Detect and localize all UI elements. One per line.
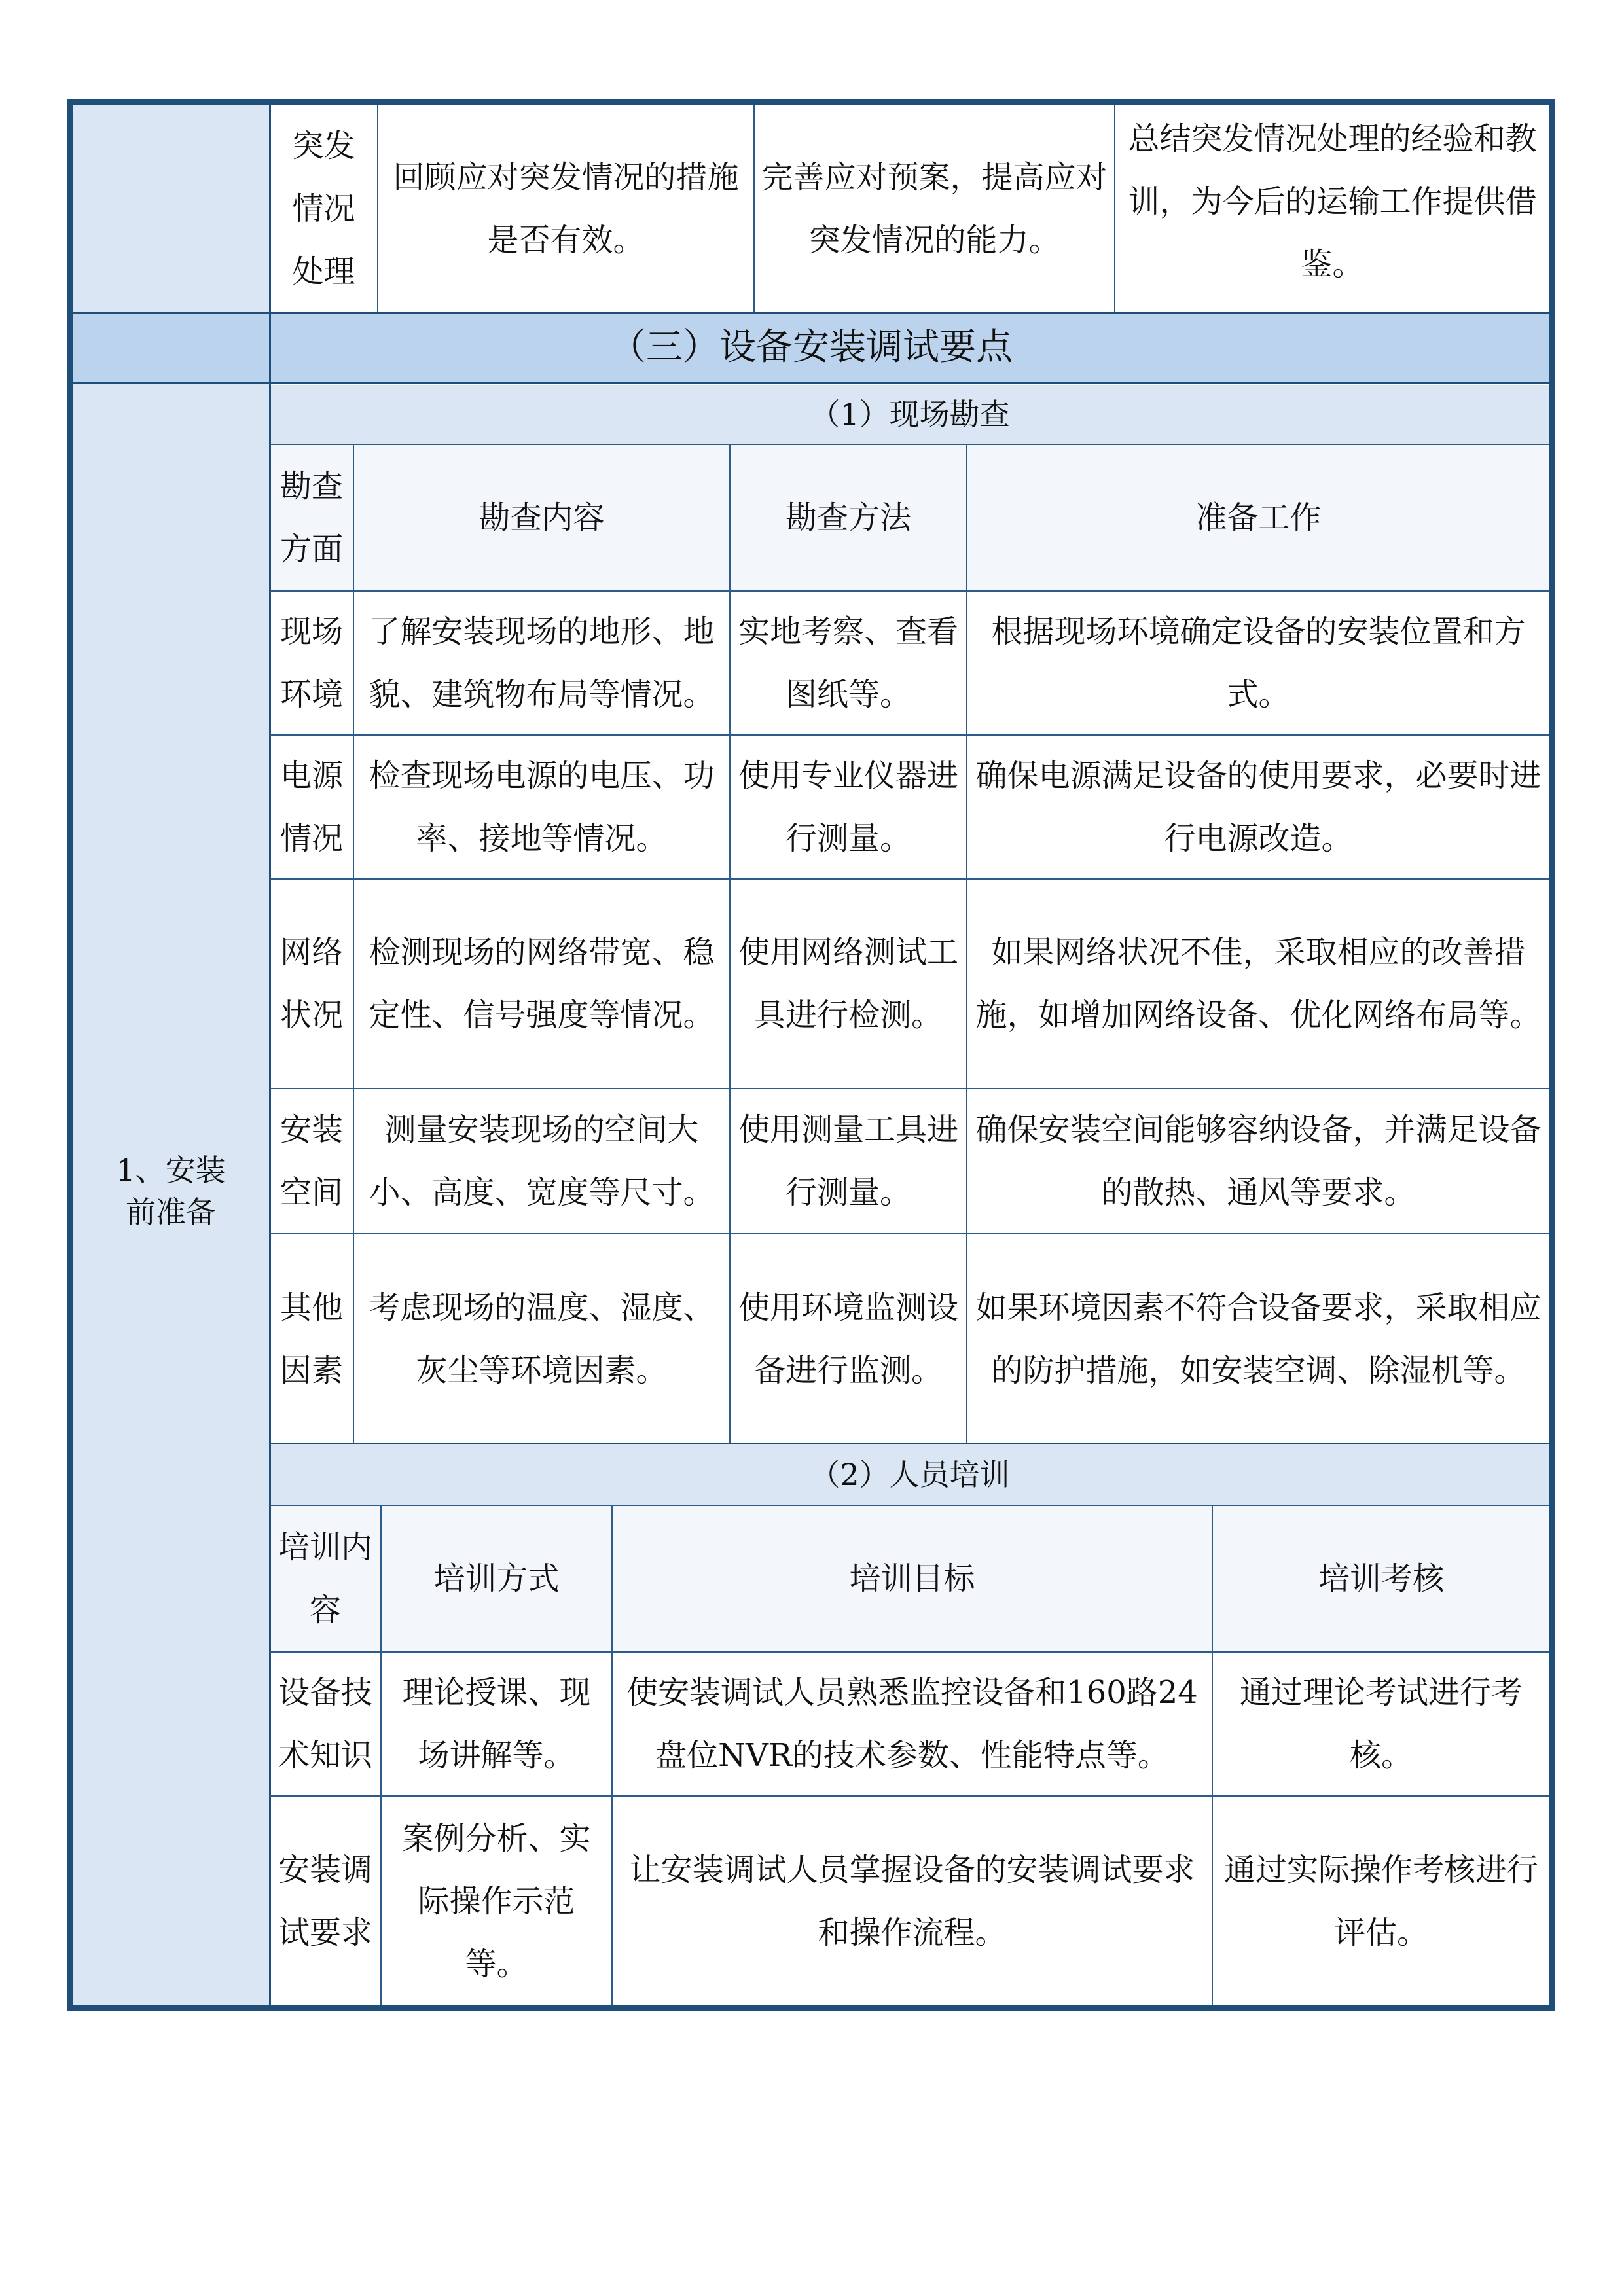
survey-row-method: 实地考察、查看图纸等。 (738, 613, 958, 713)
survey-row-aspect: 其他因素 (280, 1289, 343, 1389)
training-header-assess: 培训考核 (1318, 1560, 1444, 1597)
training-row-goal: 使安装调试人员熟悉监控设备和160路24盘位NVR的技术参数、性能特点等。 (626, 1674, 1198, 1774)
survey-row-prep: 确保安装空间能够容纳设备，并满足设备的散热、通风等要求。 (975, 1111, 1542, 1211)
survey-row-prep: 确保电源满足设备的使用要求，必要时进行电源改造。 (975, 757, 1542, 857)
survey-row-prep: 根据现场环境确定设备的安装位置和方式。 (991, 613, 1526, 713)
survey-title: （1）现场勘查 (810, 397, 1010, 432)
section-title: （三）设备安装调试要点 (609, 326, 1013, 368)
training-title: （2）人员培训 (810, 1457, 1010, 1492)
survey-row-content: 考虑现场的温度、湿度、灰尘等环境因素。 (369, 1289, 715, 1389)
survey-row-method: 使用环境监测设备进行监测。 (738, 1289, 958, 1389)
emergency-item: 突发情况处理 (292, 128, 355, 290)
survey-header-method: 勘查方法 (785, 499, 911, 536)
survey-row-method: 使用专业仪器进行测量。 (738, 757, 958, 857)
training-header-content: 培训内容 (278, 1529, 372, 1628)
training-row-method: 理论授课、现场讲解等。 (402, 1674, 591, 1774)
survey-row-prep: 如果网络状况不佳，采取相应的改善措施，如增加网络设备、优化网络布局等。 (975, 934, 1542, 1033)
training-row-assess: 通过实际操作考核进行评估。 (1223, 1851, 1538, 1951)
survey-row-content: 了解安装现场的地形、地貌、建筑物布局等情况。 (369, 613, 715, 713)
training-header-method: 培训方式 (433, 1560, 560, 1597)
training-row-method: 案例分析、实际操作示范等。 (402, 1820, 591, 1982)
survey-row-content: 检查现场电源的电压、功率、接地等情况。 (369, 757, 715, 857)
survey-row-aspect: 电源情况 (280, 757, 343, 857)
survey-row-prep: 如果环境因素不符合设备要求，采取相应的防护措施，如安装空调、除湿机等。 (975, 1289, 1542, 1389)
survey-row-method: 使用测量工具进行测量。 (738, 1111, 958, 1211)
training-row-content: 设备技术知识 (278, 1674, 372, 1774)
emergency-improve: 完善应对预案，提高应对突发情况的能力。 (761, 159, 1108, 259)
survey-header-content: 勘查内容 (478, 499, 605, 536)
survey-row-aspect: 安装空间 (280, 1111, 343, 1211)
survey-row-method: 使用网络测试工具进行检测。 (738, 934, 958, 1033)
survey-row-aspect: 网络状况 (280, 934, 343, 1033)
survey-header-prep: 准备工作 (1195, 499, 1322, 536)
survey-row-content: 检测现场的网络带宽、稳定性、信号强度等情况。 (369, 934, 715, 1033)
training-row-assess: 通过理论考试进行考核。 (1239, 1674, 1523, 1774)
training-row-goal: 让安装调试人员掌握设备的安装调试要求和操作流程。 (629, 1851, 1195, 1951)
category-label: 1、安装前准备 (116, 1153, 226, 1230)
training-header-goal: 培训目标 (849, 1560, 975, 1597)
emergency-summary: 总结突发情况处理的经验和教训，为今后的运输工作提供借鉴。 (1128, 120, 1537, 283)
survey-row-content: 测量安装现场的空间大小、高度、宽度等尺寸。 (369, 1111, 715, 1211)
emergency-review: 回顾应对突发情况的措施是否有效。 (393, 159, 739, 259)
training-row-content: 安装调试要求 (278, 1851, 372, 1951)
survey-row-aspect: 现场环境 (280, 613, 343, 713)
survey-header-aspect: 勘查方面 (280, 468, 343, 567)
